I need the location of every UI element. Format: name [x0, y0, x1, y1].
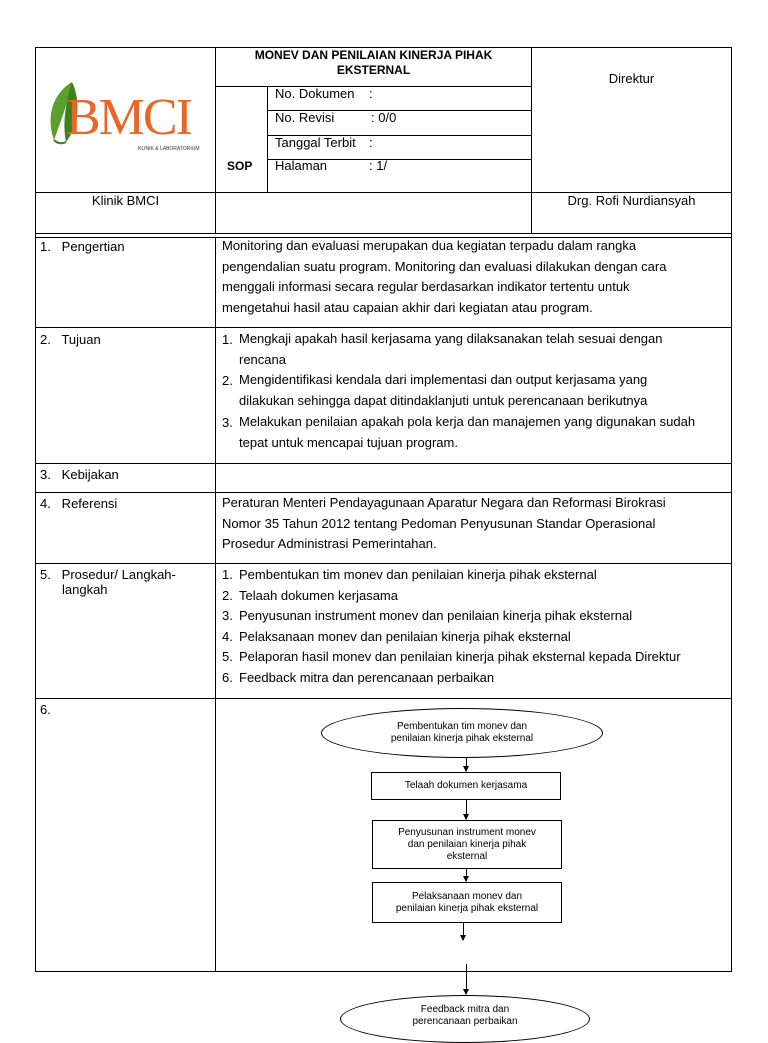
row-line-5: [35, 698, 732, 699]
referensi-line: Nomor 35 Tahun 2012 tentang Pedoman Penyusunan Standar Operasional: [222, 515, 656, 531]
tujuan-label: 2. Tujuan: [40, 332, 101, 347]
field-value-terbit: :: [369, 135, 373, 150]
prosedur-text: Pembentukan tim monev dan penilaian kinerja pihak eksternal: [239, 567, 597, 582]
prosedur-item: [222, 606, 727, 627]
referensi-text: [222, 493, 727, 555]
pengertian-line: Monitoring dan evaluasi merupakan dua kegiatan terpadu dalam rangka: [222, 238, 637, 253]
row-line-1: [35, 327, 732, 328]
flow-step-5-line: Feedback mitra dan: [420, 1004, 510, 1015]
tujuan-item-1: [239, 329, 729, 370]
field-value-dokumen: :: [369, 86, 373, 101]
tujuan-item-3: [239, 412, 729, 453]
flow-step-4-box: [372, 882, 562, 923]
tujuan-line: rencana: [239, 351, 286, 367]
referensi-label: 4. Referensi: [40, 496, 118, 511]
row-line-2: [35, 463, 732, 464]
pengertian-text: [222, 236, 727, 318]
prosedur-list: [222, 565, 727, 688]
flow-step-2-box: [371, 772, 561, 800]
tujuan-item-2: [239, 370, 729, 411]
pengertian-line: menggali informasi secara regular berdasarkan indikator tertentu untuk: [222, 279, 630, 294]
tujuan-line: dilakukan sehingga dapat ditindaklanjuti untuk perencanaan berikutnya: [239, 392, 648, 408]
referensi-line: Peraturan Menteri Pendayagunaan Aparatur Negara dan Reformasi Birokrasi: [222, 495, 666, 510]
header-bottom-line: [35, 233, 732, 234]
flow-step-1-oval: [321, 708, 603, 758]
prosedur-text: Pelaporan hasil monev dan penilaian kinerja pihak eksternal kepada Direktur: [239, 649, 681, 664]
field-label-terbit: Tanggal Terbit: [275, 135, 356, 150]
logo-subtext: KLINIK & LABORATORIUM: [138, 146, 200, 152]
body-column-divider: [215, 237, 216, 972]
sop-label: SOP: [227, 159, 253, 173]
row-line-4: [35, 563, 732, 564]
tujuan-line: Melakukan penilaian apakah pola kerja dan manajemen yang digunakan sudah: [239, 414, 696, 429]
prosedur-item: [222, 565, 727, 586]
prosedur-item: [222, 627, 727, 648]
title-bottom-line: [215, 86, 532, 87]
flow-step-2-text: Telaah dokumen kerjasama: [404, 780, 528, 791]
pengertian-line: pengendalian suatu program. Monitoring dan evaluasi dilakukan dengan cara: [222, 258, 667, 274]
flow-step-4-line: penilaian kinerja pihak eksternal: [395, 902, 539, 914]
tujuan-num-1: 1.: [222, 332, 233, 347]
prosedur-item: [222, 668, 727, 689]
table-border-right: [731, 47, 732, 972]
prosedur-text: Telaah dokumen kerjasama: [239, 587, 398, 603]
flow-step-5-line: perencanaan perbaikan: [412, 1016, 518, 1027]
referensi-line: Prosedur Administrasi Pemerintahan.: [222, 536, 437, 551]
flow-step-3-box: [372, 820, 562, 869]
approver-name: Drg. Rofi Nurdiansyah: [567, 193, 696, 208]
sop-divider: [267, 86, 268, 192]
prosedur-text: Penyusunan instrument monev dan penilaian kinerja pihak eksternal: [239, 608, 633, 623]
flow-step-3-line: dan penilaian kinerja pihak: [407, 838, 527, 850]
flow-arrow: [466, 800, 467, 819]
logo-text: BMCI: [66, 89, 191, 146]
prosedur-num: 1.: [222, 567, 233, 582]
flow-arrow: [466, 757, 467, 771]
prosedur-item: [222, 586, 727, 607]
flow-step-5-oval: [340, 995, 590, 1043]
prosedur-text: Feedback mitra dan perencanaan perbaikan: [239, 669, 495, 685]
field-label-dokumen: No. Dokumen: [275, 86, 355, 101]
tujuan-line: Mengkaji apakah hasil kerjasama yang dilaksanakan telah sesuai dengan: [239, 331, 663, 346]
field-label-halaman: Halaman: [275, 158, 328, 173]
field-label-revisi: No. Revisi: [275, 110, 335, 125]
prosedur-label-2: langkah: [62, 582, 108, 597]
approver-title: Direktur: [608, 71, 655, 86]
prosedur-label-1: 5. Prosedur/ Langkah-: [40, 567, 176, 582]
prosedur-num: 3.: [222, 608, 233, 623]
tujuan-num-3: 3.: [222, 415, 233, 430]
title-line-2: EKSTERNAL: [336, 63, 411, 77]
flow-step-3-line: eksternal: [446, 850, 488, 862]
table-border-bottom: [35, 971, 732, 972]
bmci-logo: [44, 78, 210, 158]
tujuan-num-2: 2.: [222, 373, 233, 388]
prosedur-num: 6.: [222, 669, 233, 685]
flow-step-1-line: Pembentukan tim monev dan: [396, 721, 528, 732]
prosedur-num: 5.: [222, 649, 233, 664]
diagram-label: 6.: [40, 702, 51, 717]
tujuan-line: Mengidentifikasi kendala dari implementasi dan output kerjasama yang: [239, 372, 648, 387]
table-border-left: [35, 47, 36, 972]
title-line-1: MONEV DAN PENILAIAN KINERJA PIHAK: [254, 48, 493, 62]
flow-arrow: [463, 922, 464, 940]
field-value-revisi: : 0/0: [371, 110, 397, 125]
kebijakan-label: 3. Kebijakan: [40, 467, 119, 482]
flow-step-3-line: Penyusunan instrument monev: [398, 826, 536, 838]
clinic-name: Klinik BMCI: [91, 193, 160, 208]
prosedur-item: [222, 647, 727, 668]
prosedur-num: 2.: [222, 587, 233, 603]
flow-step-1-line: penilaian kinerja pihak eksternal: [390, 733, 534, 744]
pengertian-label: 1. Pengertian: [40, 239, 125, 254]
flow-arrow: [466, 964, 467, 994]
flow-step-4-line: Pelaksanaan monev dan: [411, 890, 523, 902]
pengertian-line: mengetahui hasil atau capaian akhir dari kegiatan atau program.: [222, 299, 593, 315]
prosedur-num: 4.: [222, 628, 233, 644]
field-value-halaman: : 1/: [369, 158, 388, 173]
tujuan-line: tepat untuk mencapai tujuan program.: [239, 434, 458, 450]
flow-arrow: [466, 869, 467, 881]
prosedur-text: Pelaksanaan monev dan penilaian kinerja pihak eksternal: [239, 628, 571, 644]
